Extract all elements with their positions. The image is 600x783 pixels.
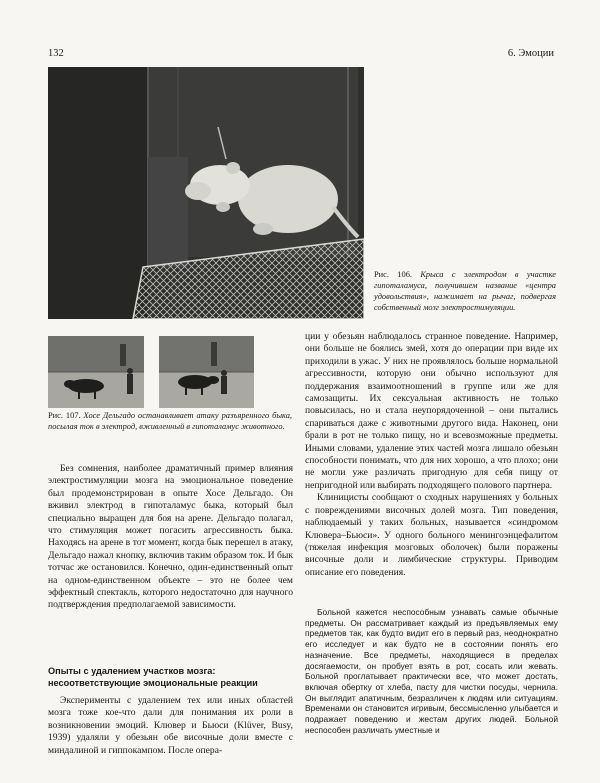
figure-107-caption bbox=[48, 411, 292, 433]
quote-paragraph: Больной кажется неспособным узнавать самые обычные предметы. Он рассматривает каждый из предъявляемых ему предметов так, как будто видит его в первый раз, неоднократно его исследует и как будто не в состоянии понять его назначение. Все предметы, находящиеся в пределах досягаемости, он пробует взять в рот, сосать или жевать. Больной проглатывает практически все, что может достать, включая обертку от хлеба, пасту для чистки посуды, чернила. Он выглядит апатичным, безразличен к людям или ситуациям. Временами он становится игривым, бессмысленно улыбается и подражает поведению и жестам других людей. Больной неспособен различать уместные и bbox=[305, 607, 558, 735]
figure-106-label: Рис. 106. bbox=[374, 270, 412, 279]
figure-107-label: Рис. 107. bbox=[48, 411, 81, 420]
right-column-text bbox=[305, 331, 558, 579]
page-number: 132 bbox=[48, 48, 64, 59]
figure-106-caption-text: Крыса с электродом в участке гипоталамуса, получившем название «центра удовольствия», нажимает на рычаг, подвергая собственный мозг электростимуляции. bbox=[374, 270, 557, 312]
body-paragraph: Без сомнения, наиболее драматичный пример влияния электростимуляции мозга на эмоциональное поведение был продемонстрирован в опыте Хосе Дельгадо. Он вживил электрод в гипоталамус быка, который был специально выращен для боя на арене. Дельгадо полагал, что стимуляция может погасить агрессивность быка. Находясь на арене в тот момент, когда бык перешел в атаку, Дельгадо нажал кнопку, включив таким образом ток. И бык тотчас же остановился. Конечно, один-единственный опыт на одном-единственном объекте – это не более чем эффектный спектакль, которого недостаточно для научного подтверждения предполагаемой зависимости. bbox=[48, 463, 293, 611]
figure-106-photo bbox=[48, 67, 364, 319]
left-column-paragraph-2 bbox=[48, 695, 293, 757]
body-paragraph: ции у обезьян наблюдалось странное поведение. Например, они больше не боялись змей, хотя до операции при виде их приходили в ужас. У них не проявлялось больше нормальной агрессивности, которую они обычно используют для поддержания взаимоотношений в группе или же для самозащиты. Их сексуальная активность не только повысилась, но и стала неупорядоченной – они пытались спариваться даже с животными другого вида. Наконец, они брали в рот не только пищу, но и всевозможные предметы. Иными словами, удаление этих частей мозга лишало обезьян способности понимать, что для них хорошо, а что плохо; они не могли уже различать пригодную для себя пищу от непригодной или выбирать подходящего полового партнера. bbox=[305, 331, 558, 491]
case-quote bbox=[305, 607, 558, 735]
body-paragraph: Эксперименты с удалением тех или иных областей мозга тоже кое-что дали для понимания их роли в возникновении эмоций. Клювер и Бьюси (Klüver, Busy, 1939) удаляли у обезьян обе височные доли вместе с миндалиной и гиппокампом. После опера- bbox=[48, 695, 293, 756]
chapter-title: 6. Эмоции bbox=[507, 48, 554, 59]
body-paragraph: Клиницисты сообщают о сходных нарушениях у больных с повреждениями височных долей мозга. Тип поведения, наблюдаемый у таких больных, называется «синдромом Клювера–Бьюси». У одного больного менингоэнцефалитом (тяжелая инфекция мозговых оболочек) были поражены височные доли и лимбические структуры. Приводим описание его поведения. bbox=[305, 492, 558, 578]
figure-106-caption bbox=[374, 270, 556, 314]
figure-107-photo-left bbox=[48, 336, 144, 408]
section-title: Опыты с удалением участков мозга: несоответствующие эмоциональные реакции bbox=[48, 666, 258, 688]
figure-107-caption-text: Хосе Дельгадо останавливает атаку разъяренного быка, посылая ток в электрод, вживленный в гипоталамус животного. bbox=[48, 411, 293, 431]
page-header bbox=[48, 48, 554, 62]
left-column-paragraph-1 bbox=[48, 463, 293, 612]
figure-107-photo-right bbox=[159, 336, 254, 408]
